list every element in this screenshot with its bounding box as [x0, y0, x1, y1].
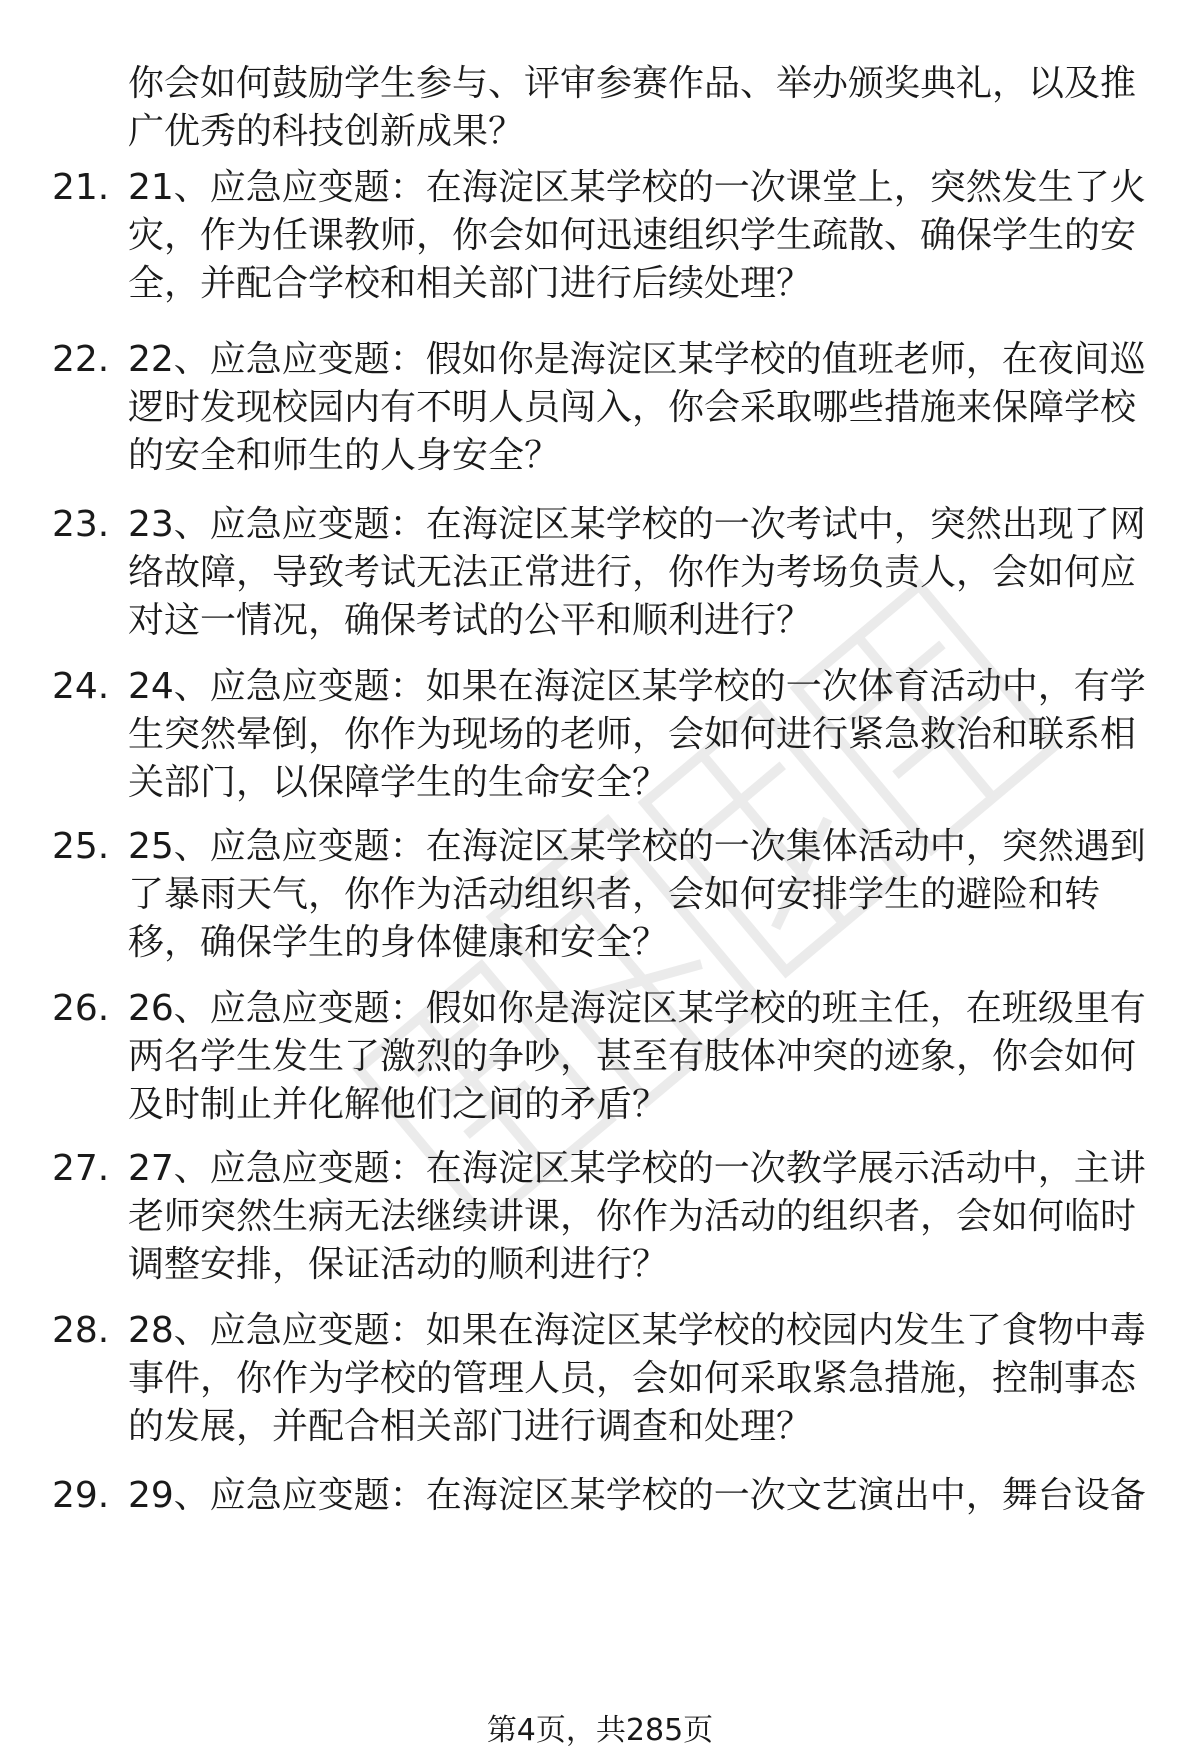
question-line: 的安全和师生的人身安全？	[128, 435, 561, 476]
question-text	[128, 663, 1148, 807]
question-line: 29、应急应变题：在海淀区某学校的一次文艺演出中，舞台设备	[128, 1475, 1146, 1516]
question-line: 27、应急应变题：在海淀区某学校的一次教学展示活动中，主讲	[128, 1148, 1146, 1189]
question-line: 生突然晕倒，你作为现场的老师，会如何进行紧急救治和联系相	[128, 714, 1137, 755]
question-line: 全，并配合学校和相关部门进行后续处理？	[128, 263, 813, 304]
question-line: 逻时发现校园内有不明人员闯入，你会采取哪些措施来保障学校	[128, 387, 1137, 428]
page-footer: 第4页，共285页	[486, 1713, 714, 1748]
question-line: 调整安排，保证活动的顺利进行？	[128, 1244, 669, 1285]
question-line: 灾，作为任课教师，你会如何迅速组织学生疏散、确保学生的安	[128, 215, 1137, 256]
question-line: 了暴雨天气，你作为活动组织者，会如何安排学生的避险和转	[128, 874, 1101, 915]
question-number: 24.	[52, 666, 110, 707]
question-line: 26、应急应变题：假如你是海淀区某学校的班主任，在班级里有	[128, 988, 1146, 1029]
question-line: 对这一情况，确保考试的公平和顺利进行？	[128, 600, 813, 641]
question-number: 28.	[52, 1310, 110, 1351]
question-text	[128, 1145, 1148, 1289]
question-text	[128, 1472, 1148, 1520]
question-text	[128, 1307, 1148, 1451]
question-text	[128, 164, 1148, 308]
question-line: 老师突然生病无法继续讲课，你作为活动的组织者，会如何临时	[128, 1196, 1137, 1237]
question-number: 21.	[52, 167, 110, 208]
question-number: 25.	[52, 826, 110, 867]
continuation-paragraph	[128, 60, 1148, 156]
continuation-line: 广优秀的科技创新成果？	[128, 111, 525, 152]
question-line: 两名学生发生了激烈的争吵，甚至有肢体冲突的迹象，你会如何	[128, 1036, 1137, 1077]
question-line: 关部门，以保障学生的生命安全？	[128, 762, 669, 803]
question-line: 24、应急应变题：如果在海淀区某学校的一次体育活动中，有学	[128, 666, 1146, 707]
question-line: 移，确保学生的身体健康和安全？	[128, 922, 669, 963]
question-number: 29.	[52, 1475, 110, 1516]
question-line: 28、应急应变题：如果在海淀区某学校的校园内发生了食物中毒	[128, 1310, 1146, 1351]
question-number: 22.	[52, 339, 110, 380]
question-line: 22、应急应变题：假如你是海淀区某学校的值班老师，在夜间巡	[128, 339, 1146, 380]
question-number: 26.	[52, 988, 110, 1029]
question-line: 23、应急应变题：在海淀区某学校的一次考试中，突然出现了网	[128, 504, 1146, 545]
question-number: 27.	[52, 1148, 110, 1189]
question-line: 事件，你作为学校的管理人员，会如何采取紧急措施，控制事态	[128, 1358, 1137, 1399]
question-line: 的发展，并配合相关部门进行调查和处理？	[128, 1406, 813, 1447]
question-number: 23.	[52, 504, 110, 545]
question-line: 25、应急应变题：在海淀区某学校的一次集体活动中，突然遇到	[128, 826, 1146, 867]
question-line: 络故障，导致考试无法正常进行，你作为考场负责人，会如何应	[128, 552, 1137, 593]
question-text	[128, 501, 1148, 645]
question-text	[128, 823, 1148, 967]
continuation-line: 你会如何鼓励学生参与、评审参赛作品、举办颁奖典礼，以及推	[128, 63, 1137, 104]
question-line: 及时制止并化解他们之间的矛盾？	[128, 1084, 669, 1125]
question-text	[128, 985, 1148, 1129]
question-text	[128, 336, 1148, 480]
question-line: 21、应急应变题：在海淀区某学校的一次课堂上，突然发生了火	[128, 167, 1146, 208]
